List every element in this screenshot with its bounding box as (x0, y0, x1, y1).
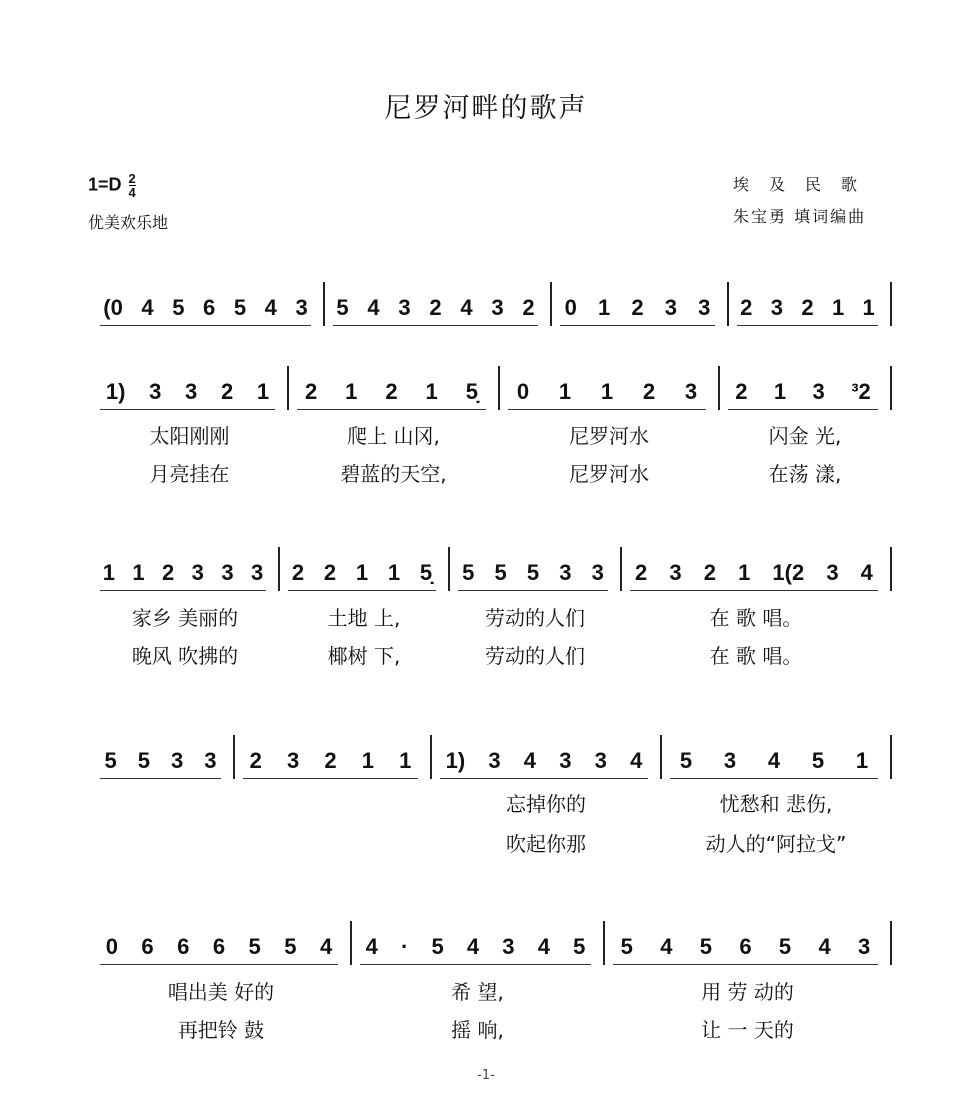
note: 2 (735, 379, 748, 404)
note: 1) (445, 748, 466, 773)
note: 4 (523, 748, 537, 773)
lyric-verse-1: 用 劳 动的 (701, 980, 794, 1004)
note: 1 (355, 560, 369, 585)
barline (287, 366, 289, 410)
note: 4 (767, 748, 781, 773)
measure (94, 288, 317, 328)
note: 1 (831, 295, 845, 320)
note: 2 (642, 379, 656, 404)
note: 2 (220, 379, 234, 404)
note: 5 (494, 560, 507, 585)
barline (430, 735, 432, 779)
note: 2 (740, 295, 753, 320)
beam-underline (508, 409, 706, 410)
note: 5 (248, 934, 261, 959)
beam-underline (288, 590, 436, 591)
note: 3 (491, 295, 504, 320)
measure (354, 927, 597, 967)
note: 2 (304, 379, 318, 404)
beam-underline (670, 778, 878, 779)
note: 4 (660, 934, 673, 959)
note: 1 (600, 379, 614, 404)
note: 2 (631, 295, 644, 320)
note: 4 (630, 748, 643, 773)
song-title: 尼罗河畔的歌声 (384, 93, 588, 124)
note: 3 (591, 560, 604, 585)
note: 6 (739, 934, 752, 959)
note: 2 (323, 560, 337, 585)
barline (350, 921, 352, 965)
origin-label: 埃及民歌 (733, 175, 878, 194)
note: 1 (558, 379, 572, 404)
lyric-verse-1: 土地 上, (327, 606, 401, 630)
note: 5̣ (419, 560, 433, 585)
lyric-verse-2: 再把铃 鼓 (177, 1018, 265, 1042)
measure (94, 553, 272, 593)
barline (233, 735, 235, 779)
measure (624, 553, 884, 593)
note: 5 (620, 934, 633, 959)
note: 2 (249, 748, 262, 773)
page-number: -1- (477, 1068, 495, 1083)
note: 3 (221, 560, 234, 585)
lyric-verse-2: 摇 响, (451, 1018, 504, 1042)
note: 3 (684, 379, 698, 404)
note: ³2 (851, 379, 871, 404)
barline (890, 547, 892, 591)
barline (890, 921, 892, 965)
beam-underline (100, 590, 266, 591)
note: 0 (516, 379, 530, 404)
note: 3 (502, 934, 515, 959)
lyric-verse-1: 劳动的人们 (485, 606, 585, 630)
beam-underline (630, 590, 878, 591)
note: 2 (703, 560, 716, 585)
lyric-verse-1: 忧愁和 悲伤, (719, 792, 833, 816)
note: 1 (345, 379, 358, 404)
note: 1 (256, 379, 270, 404)
note: 3 (669, 560, 682, 585)
note: 3 (858, 934, 871, 959)
note: 3 (559, 748, 572, 773)
measure (94, 741, 227, 781)
note: 6 (141, 934, 154, 959)
note: 6 (177, 934, 190, 959)
note: 3 (488, 748, 501, 773)
note: 0 (105, 934, 118, 959)
lyric-verse-1: 太阳刚刚 (149, 424, 230, 448)
lyric-verse-1: 尼罗河水 (569, 424, 649, 448)
note: 3 (149, 379, 162, 404)
beam-underline (560, 325, 715, 326)
note: 1 (425, 379, 438, 404)
measure (327, 288, 544, 328)
note: 3 (664, 295, 677, 320)
system-row (0, 553, 972, 668)
note: 4 (264, 295, 277, 320)
measure (282, 553, 442, 593)
note: 3 (770, 295, 784, 320)
note: 3 (398, 295, 411, 320)
measure (722, 372, 884, 412)
note: 6 (212, 934, 226, 959)
note: 5 (573, 934, 586, 959)
note: 1(2 (772, 560, 805, 585)
note: 3 (723, 748, 737, 773)
note: 3 (698, 295, 711, 320)
measure (94, 372, 281, 412)
lyric-verse-1: 闪金 光, (768, 424, 842, 448)
note: 4 (860, 560, 873, 585)
note: 5 (462, 560, 475, 585)
note: 1 (862, 295, 875, 320)
note: 1 (361, 748, 374, 773)
note: 1 (597, 295, 611, 320)
key-signature (88, 172, 136, 199)
time-bottom: 4 (128, 185, 136, 200)
note: 4 (537, 934, 550, 959)
note: 2 (635, 560, 648, 585)
barline (660, 735, 662, 779)
measure (237, 741, 424, 781)
note: 5 (431, 934, 444, 959)
beam-underline (440, 778, 648, 779)
system-row (0, 372, 972, 486)
time-top: 2 (128, 171, 136, 186)
measure (607, 927, 884, 967)
barline (890, 735, 892, 779)
beam-underline (458, 590, 608, 591)
measure (452, 553, 614, 593)
note: 5̣ (465, 379, 478, 404)
system-row (0, 927, 972, 1042)
note: 5 (699, 934, 713, 959)
note: 2 (162, 560, 175, 585)
measure (731, 288, 884, 328)
beam-underline (613, 964, 878, 965)
note: 4 (818, 934, 831, 959)
measure (502, 372, 712, 412)
note: 5 (811, 748, 825, 773)
note: 3 (250, 560, 264, 585)
lyric-verse-2: 动人的“阿拉戈” (705, 832, 847, 856)
lyric-verse-1: 希 望, (451, 980, 504, 1004)
lyric-verse-2: 让 一 天的 (701, 1018, 794, 1042)
lyric-verse-1: 爬上 山冈, (347, 424, 440, 448)
beam-underline (728, 409, 878, 410)
note: 1 (399, 748, 412, 773)
note: 1 (132, 560, 145, 585)
lyric-verse-2: 月亮挂在 (149, 462, 230, 486)
lyric-verse-1: 在 歌 唱。 (709, 606, 803, 630)
note: 3 (185, 379, 198, 404)
note: 2 (291, 560, 305, 585)
tempo-marking: 优美欢乐地 (88, 213, 169, 232)
note: 5 (104, 748, 117, 773)
lyric-verse-1: 唱出美 好的 (167, 980, 275, 1004)
system-row (0, 741, 972, 856)
note: 1 (773, 379, 787, 404)
barline (323, 282, 325, 326)
lyric-verse-2: 在荡 漾, (768, 462, 842, 486)
note: 5 (679, 748, 693, 773)
lyric-verse-2: 碧蓝的天空, (340, 462, 447, 486)
beam-underline (100, 409, 275, 410)
note: 4 (367, 295, 380, 320)
beam-underline (100, 325, 311, 326)
time-signature (129, 172, 136, 199)
note: 3 (826, 560, 839, 585)
note: 5 (778, 934, 792, 959)
note: 2 (324, 748, 337, 773)
note: 1 (855, 748, 869, 773)
beam-underline (243, 778, 418, 779)
note: 1 (102, 560, 115, 585)
note: · (400, 934, 409, 959)
note: 3 (295, 295, 308, 320)
beam-underline (737, 325, 878, 326)
barline (448, 547, 450, 591)
beam-underline (100, 778, 221, 779)
note: 2 (801, 295, 814, 320)
lyric-verse-1: 忘掉你的 (506, 792, 586, 816)
note: 3 (812, 379, 825, 404)
note: 3 (286, 748, 300, 773)
note: 3 (171, 748, 184, 773)
note: 5 (284, 934, 297, 959)
note: 3 (559, 560, 572, 585)
note: 4 (319, 934, 333, 959)
credit-label: 朱宝勇 填词编曲 (733, 207, 867, 226)
measure (554, 288, 721, 328)
measure (664, 741, 884, 781)
note: 2 (522, 295, 535, 320)
note: 3 (204, 748, 217, 773)
barline (603, 921, 605, 965)
note: 1 (387, 560, 401, 585)
note: 2 (385, 379, 398, 404)
note: 5 (336, 295, 349, 320)
beam-underline (100, 964, 338, 965)
note: 4 (365, 934, 378, 959)
note: 5 (526, 560, 540, 585)
note: 3 (594, 748, 607, 773)
barline (890, 366, 892, 410)
note: 4 (466, 934, 480, 959)
barline (550, 282, 552, 326)
measure (291, 372, 492, 412)
lyric-verse-1: 家乡 美丽的 (131, 606, 239, 630)
note: 1) (105, 379, 126, 404)
barline (620, 547, 622, 591)
beam-underline (360, 964, 591, 965)
measure (434, 741, 654, 781)
note: 2 (429, 295, 442, 320)
barline (718, 366, 720, 410)
note: 1 (738, 560, 751, 585)
note: 5 (172, 295, 185, 320)
barline (278, 547, 280, 591)
note: 6 (203, 295, 216, 320)
note: 0 (564, 295, 577, 320)
lyric-verse-2: 尼罗河水 (569, 462, 649, 486)
lyric-verse-2: 劳动的人们 (485, 644, 585, 668)
lyric-verse-2: 晚风 吹拂的 (131, 644, 239, 668)
note: (0 (103, 295, 123, 320)
key-label: 1=D (88, 174, 122, 195)
lyric-verse-2: 吹起你那 (506, 832, 586, 856)
lyric-verse-2: 在 歌 唱。 (709, 644, 803, 668)
beam-underline (333, 325, 538, 326)
note: 5 (137, 748, 150, 773)
barline (498, 366, 500, 410)
system-row (0, 288, 972, 328)
lyric-verse-2: 椰树 下, (327, 644, 401, 668)
note: 4 (460, 295, 473, 320)
beam-underline (297, 409, 486, 410)
barline (890, 282, 892, 326)
note: 5 (233, 295, 247, 320)
measure (94, 927, 344, 967)
barline (727, 282, 729, 326)
note: 4 (141, 295, 154, 320)
note: 3 (191, 560, 204, 585)
